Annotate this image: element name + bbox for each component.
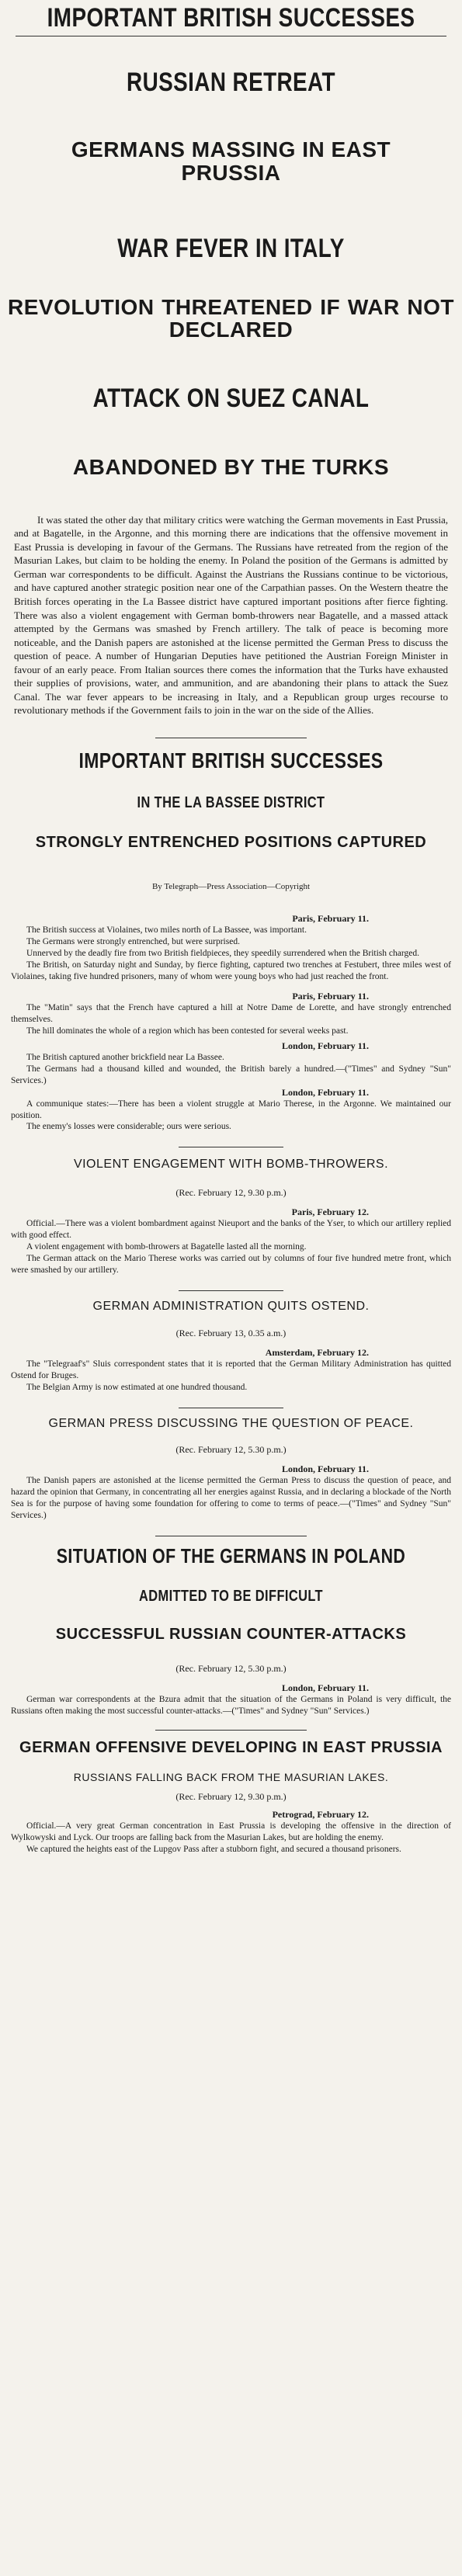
news-item: The German attack on the Mario Therese works was carried out by columns of four five hundred metre front, which were smashed by our artillery.: [11, 1254, 451, 1275]
dateline: London, February 11.: [281, 1463, 369, 1475]
news-item: The British success at Violaines, two miles north of La Bassee, was important.: [26, 925, 307, 936]
news-item: The British, on Saturday night and Sunday, by fierce fighting, captured two trenches at Festubert, three miles west of Violaines, taking five hundred prisoners, many of whom were young boys who had just reached the front.: [11, 960, 451, 982]
news-item: Official.—There was a violent bombardment against Nieuport and the banks of the Yser, to which our artillery replied with good effect.: [11, 1219, 451, 1241]
news-item: The hill dominates the whole of a region which has been contested for several weeks past.: [26, 1026, 349, 1036]
dateline: London, February 11.: [281, 1040, 369, 1051]
news-item: German war correspondents at the Bzura admit that the situation of the Germans in Poland is very difficult, the Russians often making the most successful counter-attacks.—("Times" and Sydney "Sun" Services.): [11, 1695, 451, 1717]
news-item: The Danish papers are astonished at the license permitted the German Press to discuss the question of peace, and hazard the opinion that Germany, in concentrating all her energies against Russia, and in declaring a blockade of the North Sea is for the purpose of having some foundation for offering to come to terms of peace.—("Times" and Sydney "Sun" Services.): [11, 1476, 451, 1521]
news-item: The Germans were strongly entrenched, but were surprised.: [26, 937, 240, 947]
headline-war-fever-italy: WAR FEVER IN ITALY: [117, 234, 345, 264]
headline-british-successes: IMPORTANT BRITISH SUCCESSES: [47, 3, 415, 33]
divider: [155, 1730, 307, 1731]
headline-abandoned-turks: ABANDONED BY THE TURKS: [72, 455, 390, 480]
section-title-peace: GERMAN PRESS DISCUSSING THE QUESTION OF PEACE.: [48, 1416, 414, 1430]
received-time: (Rec. February 12, 5.30 p.m.): [175, 1663, 287, 1675]
received-time: (Rec. February 12, 5.30 p.m.): [175, 1444, 287, 1456]
section-title-ostend: GERMAN ADMINISTRATION QUITS OSTEND.: [92, 1299, 370, 1313]
headline-revolution-threatened: REVOLUTION THREATENED IF WAR NOT DECLARED: [8, 294, 454, 342]
dateline: London, February 11.: [281, 1682, 369, 1694]
news-item: The enemy's losses were considerable; ours were serious.: [26, 1122, 231, 1132]
section-title-bomb-throwers: VIOLENT ENGAGEMENT WITH BOMB-THROWERS.: [73, 1158, 389, 1172]
news-item: We captured the heights east of the Lupgov Pass after a stubborn fight, and secured a thousand prisoners.: [26, 1844, 401, 1854]
section-title-british-successes: IMPORTANT BRITISH SUCCESSES: [78, 748, 384, 772]
news-item: The Belgian Army is now estimated at one hundred thousand.: [26, 1382, 248, 1392]
divider: [179, 1290, 283, 1291]
received-time: (Rec. February 12, 9.30 p.m.): [175, 1790, 287, 1802]
news-item: The "Matin" says that the French have captured a hill at Notre Dame de Lorette, and have strongly entrenched themselves.: [11, 1002, 451, 1024]
subhead-positions-captured: STRONGLY ENTRENCHED POSITIONS CAPTURED: [35, 834, 427, 852]
news-item: Official.—A very great German concentration in East Prussia is developing the offensive in the direction of Wylkowyski and Lyck. Our troops are falling back from the Masurian Lakes, but are holding the enemy.: [11, 1821, 451, 1842]
headline-russian-retreat: RUSSIAN RETREAT: [127, 67, 335, 97]
headline-attack-suez: ATTACK ON SUEZ CANAL: [92, 383, 370, 413]
news-item: Unnerved by the deadly fire from two British fieldpieces, they speedily surrendered when the British charged.: [26, 949, 419, 959]
subhead-la-bassee: IN THE LA BASSEE DISTRICT: [137, 794, 325, 812]
subhead-admitted-difficult: ADMITTED TO BE DIFFICULT: [138, 1588, 323, 1606]
headline-germans-massing: GERMANS MASSING IN EAST PRUSSIA: [71, 137, 391, 185]
dateline: Paris, February 11.: [292, 990, 369, 1002]
news-item: A communique states:—There has been a violent struggle at Mario Therese, in the Argonne. We maintained our position.: [11, 1099, 451, 1120]
dateline: Paris, February 11.: [292, 913, 369, 925]
dateline: Petrograd, February 12.: [272, 1808, 369, 1820]
news-item: The "Telegraaf's" Sluis correspondent states that it is reported that the German Military Administration has quitted Ostend for Bruges.: [11, 1359, 451, 1380]
received-time: (Rec. February 13, 0.35 a.m.): [175, 1327, 287, 1338]
received-time: (Rec. February 12, 9.30 p.m.): [175, 1187, 287, 1199]
news-item: The Germans had a thousand killed and wounded, the British barely a hundred.—("Times" and Sydney "Sun" Services.): [11, 1064, 451, 1085]
subhead-counter-attacks: SUCCESSFUL RUSSIAN COUNTER-ATTACKS: [55, 1626, 407, 1644]
subhead-masurian-lakes: RUSSIANS FALLING BACK FROM THE MASURIAN LAKES.: [73, 1771, 389, 1784]
news-item: A violent engagement with bomb-throwers at Bagatelle lasted all the morning.: [26, 1242, 307, 1252]
dateline: Amsterdam, February 12.: [265, 1346, 369, 1358]
section-title-poland: SITUATION OF THE GERMANS IN POLAND: [56, 1544, 406, 1568]
dateline: London, February 11.: [281, 1086, 369, 1098]
lead-paragraph: It was stated the other day that military critics were watching the German movements in East Prussia, and at Bagatelle, in the Argonne, and this morning there are indications that the offensive movement in East Prussia is developing in favour of the Germans. The Russians have retreated from the region of the Masurian Lakes, but claim to be holding the enemy. In Poland the position of the Germans is admitted by German war correspondents to be difficult. Against the Austrians the Russians continue to be victorious, and have captured another strategic position near one of the Carpathian passes. On the Western theatre the British forces operating in the La Bassee district have captured important positions after fierce fighting. There was also a violent engagement with German bomb-throwers near Bagatelle, and a massed attack attempted by the Germans was smashed by French artillery. The talk of peace is becoming more noticeable, and the Danish papers are astonished at the license permitted the German Press to discuss the question of peace. A number of Hungarian Deputies have petitioned the Austrian Foreign Minister in favour of an early peace. From Italian sources there comes the information that the Turks have exhausted their supplies of provisions, water, and ammunition, and are abandoning their plans to attack the Suez Canal. The war fever appears to be increasing in Italy, and a Republican group urges recourse to revolutionary methods if the Government fails to join in the war on the side of the Allies.: [14, 513, 448, 717]
dateline: Paris, February 12.: [291, 1206, 369, 1218]
credit-line: By Telegraph—Press Association—Copyright: [151, 882, 311, 892]
news-item: The British captured another brickfield near La Bassee.: [26, 1052, 224, 1062]
section-title-east-prussia: GERMAN OFFENSIVE DEVELOPING IN EAST PRUSSIA: [19, 1739, 443, 1757]
